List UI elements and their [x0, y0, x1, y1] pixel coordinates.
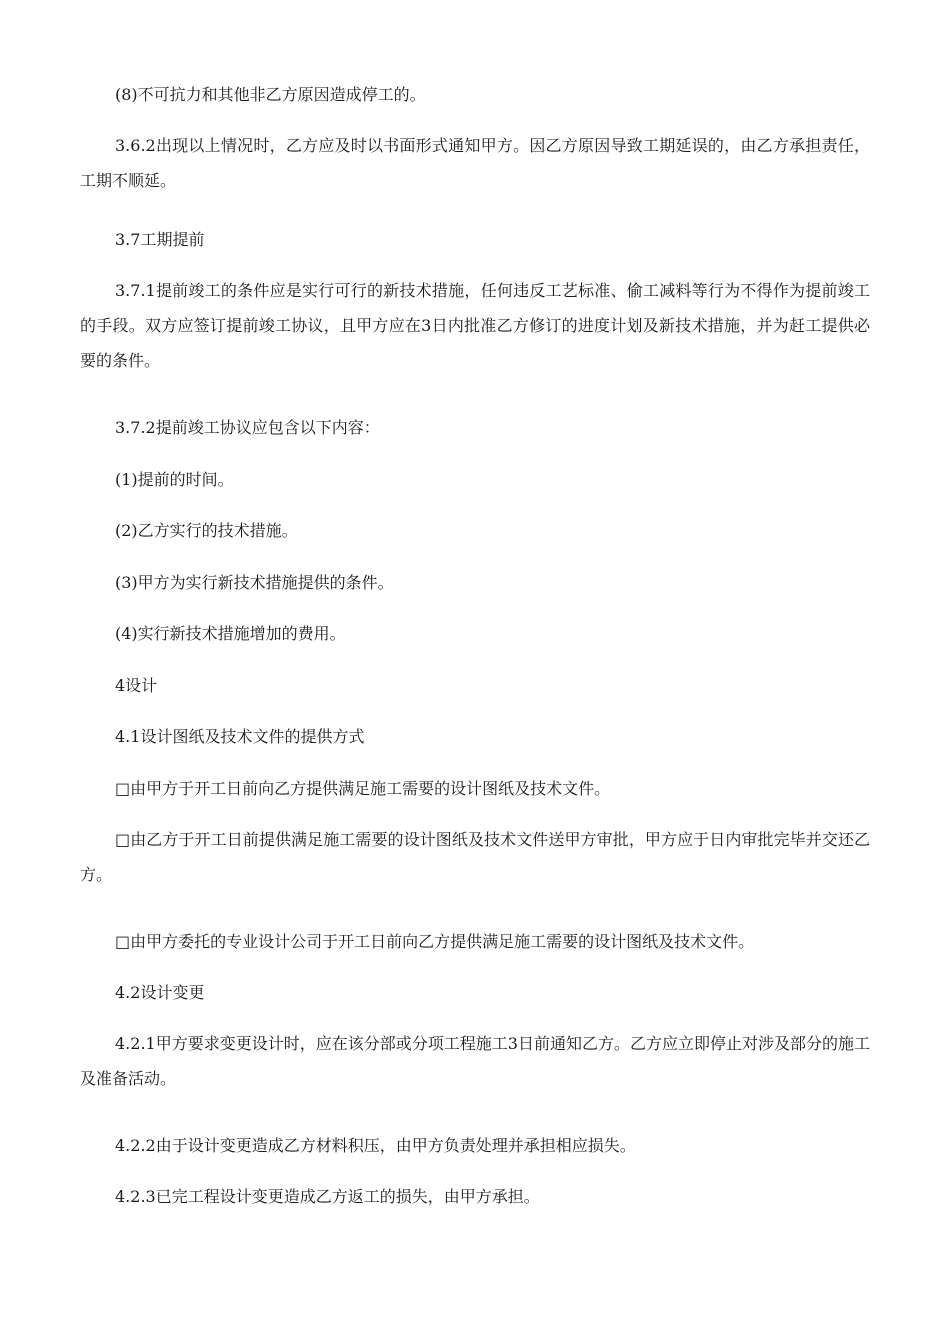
option-checkbox-1: □由甲方于开工日前向乙方提供满足施工需要的设计图纸及技术文件。: [115, 779, 611, 798]
heading-4-2: 4.2设计变更: [115, 983, 205, 1002]
list-item-2: (2)乙方实行的技术措施。: [115, 521, 298, 540]
list-item-3: (3)甲方为实行新技术措施提供的条件。: [115, 573, 394, 592]
paragraph-3-7-1: 3.7.1提前竣工的条件应是实行可行的新技术措施，任何违反工艺标准、偷工减料等行为不得作为提前竣工的手段。双方应签订提前竣工协议，且甲方应在3日内批准乙方修订的进度计划及新技术措施，并为赶工提供必要的条件。: [80, 281, 870, 370]
paragraph-4-2-1: 4.2.1甲方要求变更设计时，应在该分部或分项工程施工3日前通知乙方。乙方应立即停止对涉及部分的施工及准备活动。: [80, 1034, 870, 1088]
heading-3-7: 3.7工期提前: [115, 230, 205, 249]
option-checkbox-2: □由乙方于开工日前提供满足施工需要的设计图纸及技术文件送甲方审批，甲方应于日内审批完毕并交还乙方。: [80, 830, 870, 884]
list-item-1: (1)提前的时间。: [115, 470, 234, 489]
option-checkbox-3: □由甲方委托的专业设计公司于开工日前向乙方提供满足施工需要的设计图纸及技术文件。: [115, 932, 755, 951]
heading-4-1: 4.1设计图纸及技术文件的提供方式: [115, 727, 365, 746]
paragraph-3-6-2: 3.6.2出现以上情况时，乙方应及时以书面形式通知甲方。因乙方原因导致工期延误的，由乙方承担责任，工期不顺延。: [80, 136, 870, 190]
paragraph-4-2-2: 4.2.2由于设计变更造成乙方材料积压，由甲方负责处理并承担相应损失。: [115, 1136, 636, 1155]
paragraph-3-7-2: 3.7.2提前竣工协议应包含以下内容：: [115, 418, 380, 437]
paragraph-4-2-3: 4.2.3已完工程设计变更造成乙方返工的损失，由甲方承担。: [115, 1187, 540, 1206]
list-item-4: (4)实行新技术措施增加的费用。: [115, 624, 346, 643]
paragraph-force-majeure: (8)不可抗力和其他非乙方原因造成停工的。: [115, 85, 426, 104]
heading-4: 4设计: [115, 676, 158, 695]
